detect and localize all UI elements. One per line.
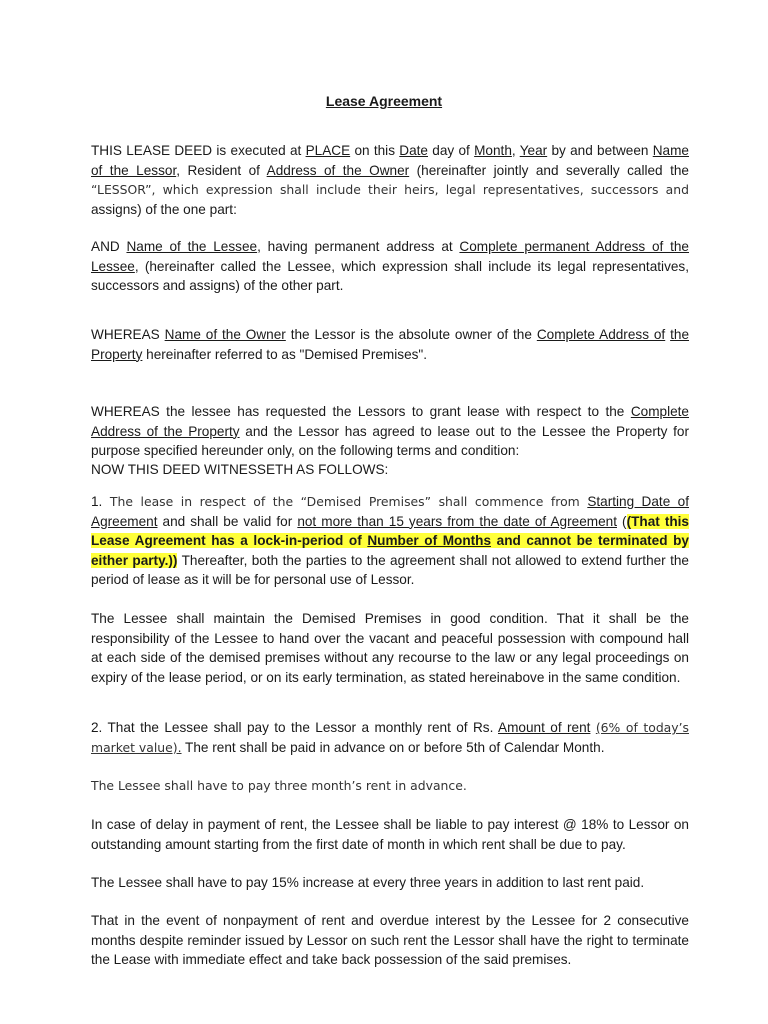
highlight-termination: and cannot be terminated by either party.)): [91, 533, 689, 568]
clause-number: 1.: [91, 494, 103, 509]
field-date: Date: [399, 143, 428, 158]
paragraph-late-interest: In case of delay in payment of rent, the Lessee shall be liable to pay interest @ 18% to Lessor on outstanding amount starting from the first date of month in which rent shall be due to pay.: [91, 817, 689, 852]
clause-1-lease-term: 1. The lease in respect of the “Demised Premises” shall commence from Starting Date of Agreement and shall be valid for not more than 15 years from the date of Agreement ((That this Lease Agreement has a lock-in-period of Number of Months and cannot be terminated by either party.)) Thereafter, both the parties to the agreement shall not allowed to extend further the period of lease as it will be for personal use of Lessor.: [91, 494, 689, 587]
field-lessor-name: Name of the Lessor: [91, 143, 689, 178]
field-start-date: Starting Date of Agreement: [91, 494, 689, 529]
paragraph-termination: That in the event of nonpayment of rent and overdue interest by the Lessee for 2 consecutive months despite reminder issued by Lessor on such rent the Lessor shall have the right to terminate the Lease with immediate effect and take back possession of the said premises.: [91, 913, 689, 967]
paragraph-advance-rent: The Lessee shall have to pay three month’s rent in advance.: [91, 778, 467, 793]
field-year: Year: [519, 143, 548, 158]
field-rent-note: (6% of today’s market value).: [91, 720, 689, 755]
field-lessee-address: Complete permanent Address of the Lessee: [91, 239, 689, 274]
field-property-address-part2: the Property: [91, 327, 690, 362]
field-lessee-name: Name of the Lessee: [126, 239, 258, 254]
witnesseth-heading: NOW THIS DEED WITNESSETH AS FOLLOWS:: [91, 462, 389, 477]
clause-2-rent: 2. That the Lessee shall pay to the Lessor a monthly rent of Rs. Amount of rent (6% of today’s market value). The rent shall be paid in advance on or before 5th of Calendar Month.: [91, 720, 689, 755]
paragraph-whereas-owner: WHEREAS Name of the Owner the Lessor is the absolute owner of the Complete Address of the Property hereinafter referred to as "Demised Premises".: [91, 327, 690, 362]
paragraph-parties-lessee: AND Name of the Lessee, having permanent address at Complete permanent Address of the Lessee, (hereinafter called the Lessee, which expression shall include its legal representatives, successors and assigns) of the other part.: [91, 239, 689, 293]
highlight-lock-in: (That this Lease Agreement has a lock-in-period of: [91, 513, 689, 548]
paragraph-rent-increase: The Lessee shall have to pay 15% increase at every three years in addition to last rent paid.: [91, 875, 645, 890]
document-title: Lease Agreement: [325, 93, 443, 109]
paragraph-parties-lessor: THIS LEASE DEED is executed at PLACE on this Date day of Month, Year by and between Name of the Lessor, Resident of Address of the Owner (hereinafter jointly and severally called the “LESSOR”, which expression shall include their heirs, legal representatives, successors and assigns) of the one part:: [91, 143, 689, 217]
paragraph-whereas-lessee: WHEREAS the lessee has requested the Lessors to grant lease with respect to the Complete Address of the Property and the Lessor has agreed to lease out to the Lessee the Property for purpose specified hereunder only, on the following terms and condition:: [91, 404, 689, 458]
field-owner-name: Name of the Owner: [164, 327, 286, 342]
field-place: PLACE: [305, 143, 351, 158]
field-validity: not more than 15 years from the date of Agreement: [297, 513, 617, 529]
field-owner-address: Address of the Owner: [266, 162, 410, 178]
field-property-address-part1: Complete Address of: [536, 327, 666, 342]
paragraph-maintenance: The Lessee shall maintain the Demised Premises in good condition. That it shall be the responsibility of the Lessee to hand over the vacant and peaceful possession with compound hall at each side of the demised premises without any recourse to the law or any legal proceedings on expiry of the lease period, or on its early termination, as stated hereinabove in the same condition.: [91, 611, 689, 685]
field-property-address: Complete Address of the Property: [91, 404, 689, 439]
field-month: Month: [474, 143, 512, 158]
field-number-of-months: Number of Months: [367, 533, 492, 548]
field-rent-amount: Amount of rent: [498, 720, 591, 735]
